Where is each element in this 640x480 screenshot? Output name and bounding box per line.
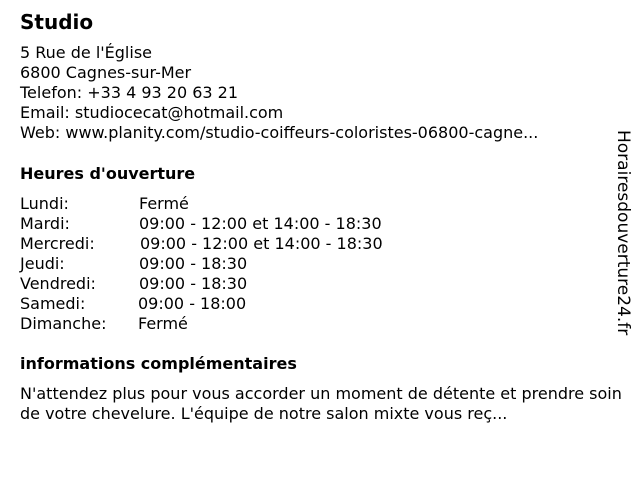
day-label: Samedi: <box>20 294 86 313</box>
info-description: N'attendez plus pour vous accorder un moment de détente et prendre soin de votre chevelure. L'équipe de notre salon mixte vous reç... <box>20 384 622 423</box>
day-label: Lundi: <box>20 194 69 213</box>
business-title: Studio <box>20 10 94 34</box>
time-value: Fermé <box>139 194 189 213</box>
time-value: 09:00 - 18:30 <box>139 274 248 293</box>
email-address: Email: studiocecat@hotmail.com <box>20 103 284 122</box>
time-value: 09:00 - 12:00 et 14:00 - 18:30 <box>140 234 383 253</box>
time-value: 09:00 - 18:00 <box>138 294 247 313</box>
day-label: Vendredi: <box>20 274 96 293</box>
hours-heading: Heures d'ouverture <box>20 164 196 183</box>
site-watermark: Horairesdouverture24.fr <box>613 130 633 336</box>
day-label: Mardi: <box>20 214 70 233</box>
city-address: 6800 Cagnes-sur-Mer <box>20 63 192 82</box>
time-value: Fermé <box>138 314 188 333</box>
day-label: Mercredi: <box>20 234 95 253</box>
day-label: Jeudi: <box>20 254 65 273</box>
day-label: Dimanche: <box>20 314 107 333</box>
time-value: 09:00 - 18:30 <box>139 254 248 273</box>
time-value: 09:00 - 12:00 et 14:00 - 18:30 <box>139 214 382 233</box>
info-heading: informations complémentaires <box>20 354 297 373</box>
phone-number: Telefon: +33 4 93 20 63 21 <box>20 83 239 102</box>
address-block <box>20 43 538 143</box>
street-address: 5 Rue de l'Église <box>20 43 152 62</box>
website-link: Web: www.planity.com/studio-coiffeurs-coloristes-06800-cagne... <box>20 123 539 142</box>
